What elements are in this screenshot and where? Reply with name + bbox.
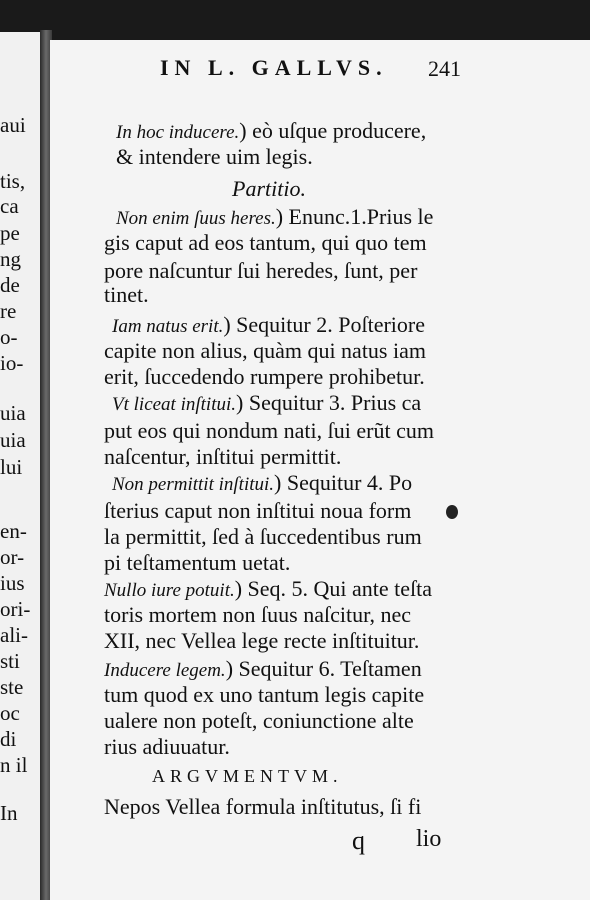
left-fragment: re	[0, 299, 17, 323]
left-fragment: ali-	[0, 623, 28, 647]
lemma: Iam natus erit.	[112, 316, 224, 337]
lemma: Vt liceat inſtitui.	[112, 394, 237, 415]
left-fragment: ori-	[0, 597, 31, 621]
text-line	[104, 550, 290, 576]
text-line	[112, 312, 425, 340]
left-fragment: uia	[0, 401, 26, 425]
text-line	[104, 628, 419, 654]
left-page-edge	[0, 32, 40, 900]
left-fragment: ius	[0, 571, 25, 595]
lemma: Inducere legem.	[104, 660, 226, 681]
lemma: Non permittit inſtitui.	[112, 474, 275, 495]
left-fragment: ng	[0, 247, 21, 271]
line-text: toris mortem non ſuus naſcitur, nec	[104, 602, 412, 627]
line-text: ) Sequitur 6. Teſtamen	[225, 656, 422, 681]
text-line	[104, 282, 149, 308]
lemma: Non enim ſuus heres.	[116, 208, 276, 229]
text-line	[116, 144, 313, 170]
left-fragment: ste	[0, 675, 24, 699]
text-line	[104, 708, 414, 734]
text-line	[104, 498, 411, 524]
line-text: rius adiuuatur.	[104, 734, 230, 759]
left-fragment: o-	[0, 325, 18, 349]
lemma: In hoc inducere.	[116, 122, 240, 143]
left-fragment: sti	[0, 649, 20, 673]
line-text: ſterius caput non inſtitui noua form	[104, 498, 412, 523]
text-line	[104, 576, 432, 604]
line-text: ) Sequitur 2. Poſteriore	[223, 312, 425, 337]
text-line	[104, 524, 422, 550]
text-line	[104, 418, 434, 444]
line-text: gis caput ad eos tantum, qui quo tem	[104, 230, 427, 255]
line-text: erit, ſuccedendo rumpere prohibetur.	[104, 364, 425, 389]
line-text: ualere non poteſt, coniunctione alte	[104, 708, 414, 733]
text-line	[104, 794, 421, 820]
line-text: tum quod ex uno tantum legis capite	[104, 682, 425, 707]
line-text: capite non alius, quàm qui natus iam	[104, 338, 426, 363]
text-line	[104, 602, 411, 628]
line-text: Nepos Vellea formula inſtitutus, ſi fi	[104, 794, 422, 819]
text-line	[104, 338, 426, 364]
text-line	[104, 364, 425, 390]
text-line	[104, 656, 422, 684]
left-fragment: lui	[0, 455, 23, 479]
text-line	[112, 470, 412, 498]
line-text: XII, nec Vellea lege recte inſtituitur.	[104, 628, 420, 653]
text-line	[112, 390, 421, 418]
ink-blot	[446, 505, 458, 519]
catchword: lio	[416, 826, 442, 852]
line-text: ) Seq. 5. Qui ante teſta	[234, 576, 433, 601]
text-line	[104, 444, 341, 470]
line-text: naſcentur, inſtitui permittit.	[104, 444, 342, 469]
left-fragment: uia	[0, 428, 26, 452]
text-line	[104, 682, 424, 708]
line-text: & intendere uim legis.	[116, 144, 313, 169]
line-text: put eos qui nondum nati, ſui erũt cum	[104, 418, 434, 443]
signature-mark: q	[352, 826, 365, 855]
text-line	[104, 258, 417, 284]
left-fragment: io-	[0, 351, 24, 375]
text-line	[116, 204, 433, 232]
text-line	[116, 118, 426, 146]
left-fragment: en-	[0, 519, 27, 543]
scan-top-border	[0, 0, 590, 40]
text-line	[104, 734, 230, 760]
left-fragment: In	[0, 801, 18, 825]
argumentum-heading: ARGVMENTVM.	[152, 766, 343, 786]
left-fragment: oc	[0, 701, 20, 725]
line-text: ) Sequitur 4. Po	[274, 470, 413, 495]
left-fragment: pe	[0, 221, 20, 245]
line-text: tinet.	[104, 282, 149, 307]
left-fragment: or-	[0, 545, 25, 569]
left-fragment: tis,	[0, 169, 26, 193]
running-title: IN L. GALLVS.	[160, 55, 388, 80]
left-fragment: de	[0, 273, 20, 297]
line-text: ) eò uſque producere,	[239, 118, 427, 143]
line-text: la permittit, ſed à ſuccedentibus rum	[104, 524, 422, 549]
line-text: ) Enunc.1.Prius le	[275, 204, 434, 229]
line-text: ) Sequitur 3. Prius ca	[236, 390, 422, 415]
left-fragment: n il	[0, 753, 28, 777]
left-fragment: di	[0, 727, 17, 751]
left-fragment: aui	[0, 113, 26, 137]
section-heading: Partitio.	[232, 176, 306, 201]
left-fragment: ca	[0, 194, 19, 218]
page-number: 241	[428, 56, 461, 81]
lemma: Nullo iure potuit.	[104, 580, 235, 601]
line-text: pi teſtamentum uetat.	[104, 550, 291, 575]
line-text: pore naſcuntur ſui heredes, ſunt, per	[104, 258, 418, 283]
text-line	[104, 230, 427, 256]
